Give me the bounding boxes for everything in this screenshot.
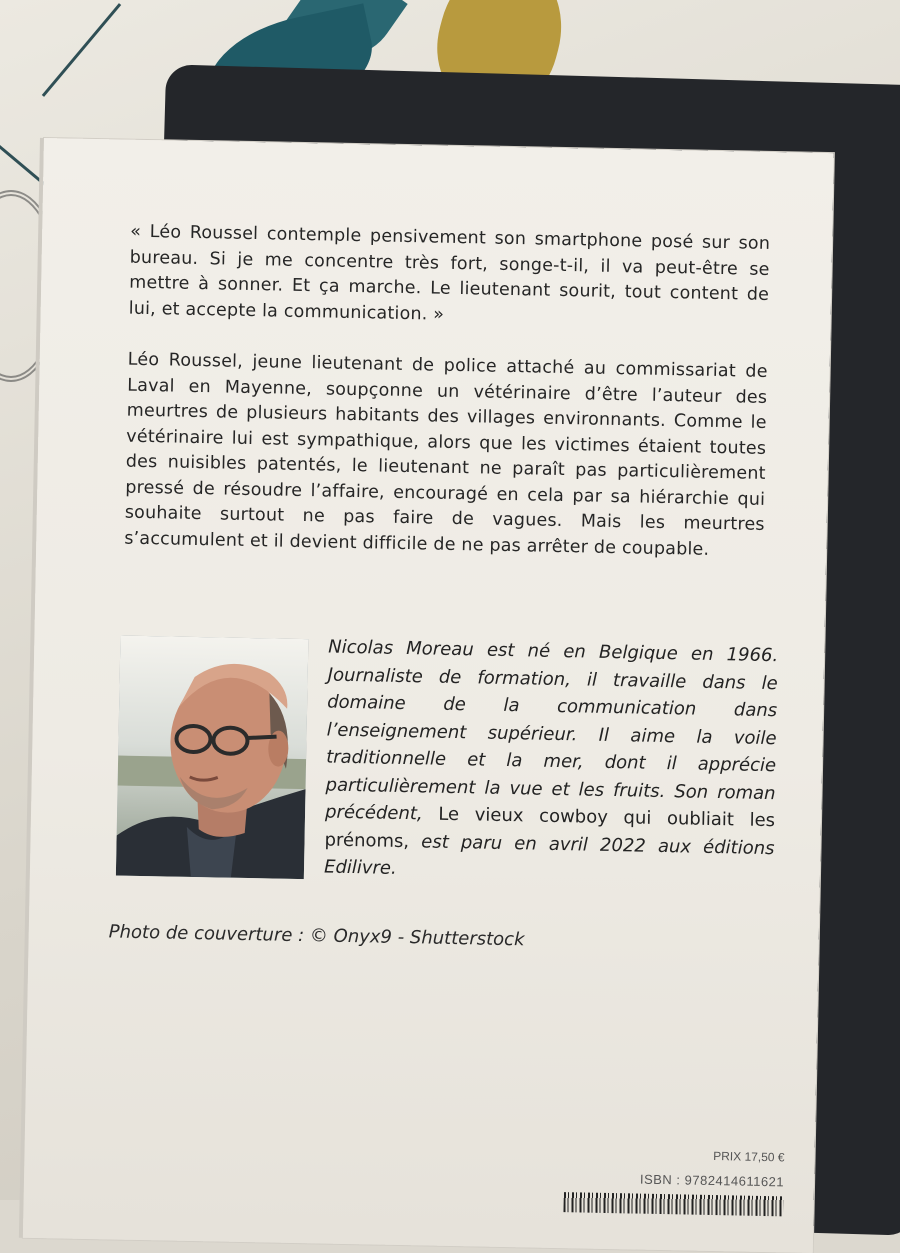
author-bio	[324, 634, 779, 890]
book-back-cover	[23, 138, 834, 1253]
barcode	[563, 1192, 783, 1216]
author-bio-text-end: est paru en avril 2022 aux éditions Edilivre.	[324, 831, 775, 879]
blurb-quote: « Léo Roussel contemple pensivement son smartphone posé sur son bureau. Si je me concentre très fort, songe-t-il, il va peut-être se mettre à sonner. Et ça marche. Le lieutenant sourit, tout content de lui, et accepte la communication. »	[128, 220, 770, 334]
isbn-label: ISBN : 9782414611621	[640, 1172, 784, 1190]
price-label: PRIX 17,50 €	[713, 1149, 785, 1164]
fabric-stem	[42, 3, 121, 97]
author-photo	[116, 636, 309, 880]
author-bio-text: Nicolas Moreau est né en Belgique en 1966. Journaliste de formation, il travaille dans le domaine de la communication dans l’enseignement supérieur. Il aime la voile traditionnelle et la mer, dont il apprécie particulièrement la vue et les fruits. Son roman précédent,	[325, 637, 778, 825]
previous-novel-title: Le vieux cowboy qui oubliait les prénoms,	[324, 803, 775, 851]
author-portrait-image	[116, 636, 309, 880]
cover-photo-credit: Photo de couverture : © Onyx9 - Shutterstock	[109, 921, 525, 950]
blurb-summary: Léo Roussel, jeune lieutenant de police attaché au commissariat de Laval en Mayenne, soupçonne un vétérinaire d’être l’auteur des meurtres de plusieurs habitants des villages environnants. Comme le vétérinaire lui est sympathique, alors que les victimes étaient toutes des nuisibles patentés, le lieutenant ne paraît pas particulièrement pressé de résoudre l’affaire, encouragé en cela par sa hiérarchie qui souhaite surtout ne pas faire de vagues. Mais les meurtres s’accumulent et il devient difficile de ne pas arrêter de coupable.	[124, 348, 768, 564]
blurb	[124, 220, 771, 590]
